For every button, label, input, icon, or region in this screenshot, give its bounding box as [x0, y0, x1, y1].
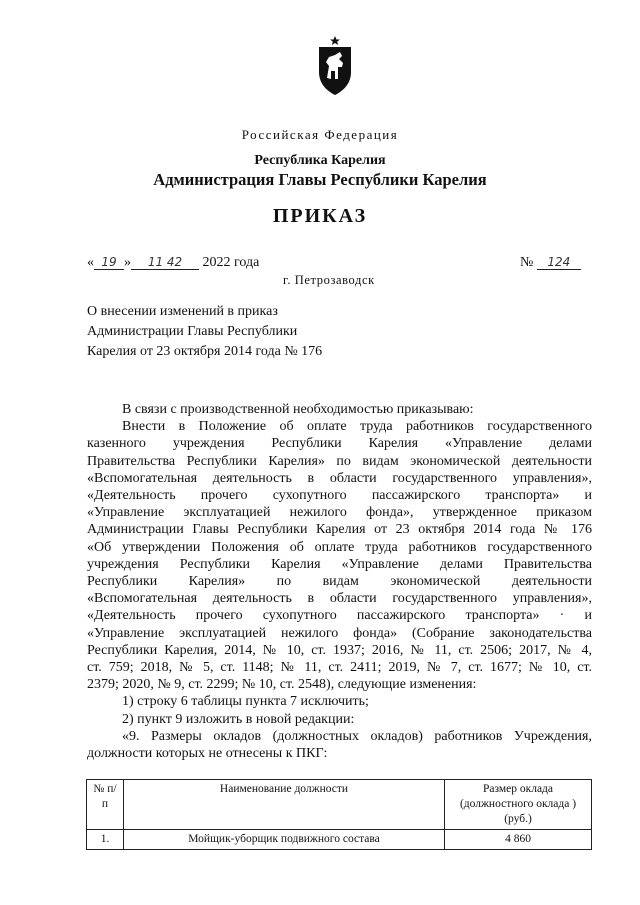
order-number: [520, 255, 581, 271]
row-num: 1.: [87, 830, 124, 850]
body-line: В связи с производственной необходимостью приказываю:: [122, 402, 474, 417]
order-date: « 19 » 11 42 2022 года: [87, 255, 260, 270]
body-line: «Деятельность прочего сухопутного пассажирского транспорта» и: [87, 488, 592, 504]
body-line: Правительства Республики Карелия» по видам экономической деятельности: [87, 453, 592, 469]
date-day-handwritten: 19: [94, 255, 124, 270]
body-line: ст. 759; 2018, № 5, ст. 1148; № 11, ст. 2411; 2019, № 7, ст. 1677; № 10, ст.: [87, 660, 592, 676]
city-name: г. Петрозаводск: [283, 273, 375, 287]
body-line: 1) строку 6 таблицы пункта 7 исключить;: [122, 694, 369, 710]
republic-name: Республика Карелия: [254, 153, 386, 168]
country-name: Российская Федерация: [241, 127, 399, 142]
document-type-title: ПРИКАЗ: [272, 205, 368, 227]
header-salary: Размер оклада (должностного оклада ) (руб.): [445, 780, 592, 830]
subject-line: О внесении изменений в приказ: [87, 304, 278, 319]
header-num: № п/п: [87, 780, 124, 830]
date-year: 2022 года: [202, 255, 260, 270]
body-line: Республики Карелия» по видам экономической деятельности: [87, 574, 592, 590]
body-line: 2) пункт 9 изложить в новой редакции:: [122, 711, 355, 727]
body-line: казенного учреждения Республики Карелия «Управление делами: [87, 436, 592, 452]
coat-of-arms-emblem: [315, 36, 355, 96]
body-line: учреждения Республики Карелия «Управление делами Правительства: [87, 556, 592, 572]
body-line: 2379; 2020, № 9, ст. 2299; № 10, ст. 2548), следующие изменения:: [87, 677, 477, 693]
table-header-row: [87, 780, 592, 830]
body-line: Администрации Главы Республики Карелия от 23 октября 2014 года № 176: [87, 522, 592, 538]
order-body: [87, 401, 592, 762]
subject-line: Карелия от 23 октября 2014 года № 176: [87, 344, 323, 359]
body-line: должности которых не отнесены к ПКГ:: [87, 746, 328, 762]
date-month-handwritten: 11 42: [131, 255, 199, 270]
header-position: Наименование должности: [124, 780, 445, 830]
salary-table: [86, 779, 592, 850]
table-row: [87, 830, 592, 850]
body-line: «9. Размеры окладов (должностных окладов) работников Учреждения,: [122, 728, 592, 744]
body-line: «Вспомогательная деятельность в области государственного управления»,: [87, 470, 592, 486]
number-label: №: [520, 255, 534, 270]
body-line: «Вспомогательная деятельность в области государственного управления»,: [87, 591, 592, 607]
body-line: Внести в Положение об оплате труда работников государственного: [122, 419, 592, 435]
row-position: Мойщик-уборщик подвижного состава: [124, 830, 445, 850]
body-line: «Об утверждении Положения об оплате труда работников государственного: [87, 539, 592, 555]
number-handwritten: 124: [537, 255, 581, 270]
body-line: «Деятельность прочего сухопутного пассажирского транспорта» · и: [87, 608, 592, 624]
administration-name: Администрация Главы Республики Карелия: [153, 170, 487, 189]
body-line: «Управление эксплуатацией нежилого фонда» (Собрание законодательства: [87, 625, 592, 641]
subject-line: Администрации Главы Республики: [87, 324, 298, 339]
row-salary: 4 860: [445, 830, 592, 850]
body-line: Республики Карелия, 2014, № 10, ст. 1937; 2016, № 11, ст. 2506; 2017, № 4,: [87, 642, 592, 658]
body-line: «Управление эксплуатацией нежилого фонда», утвержденное приказом: [87, 505, 592, 521]
